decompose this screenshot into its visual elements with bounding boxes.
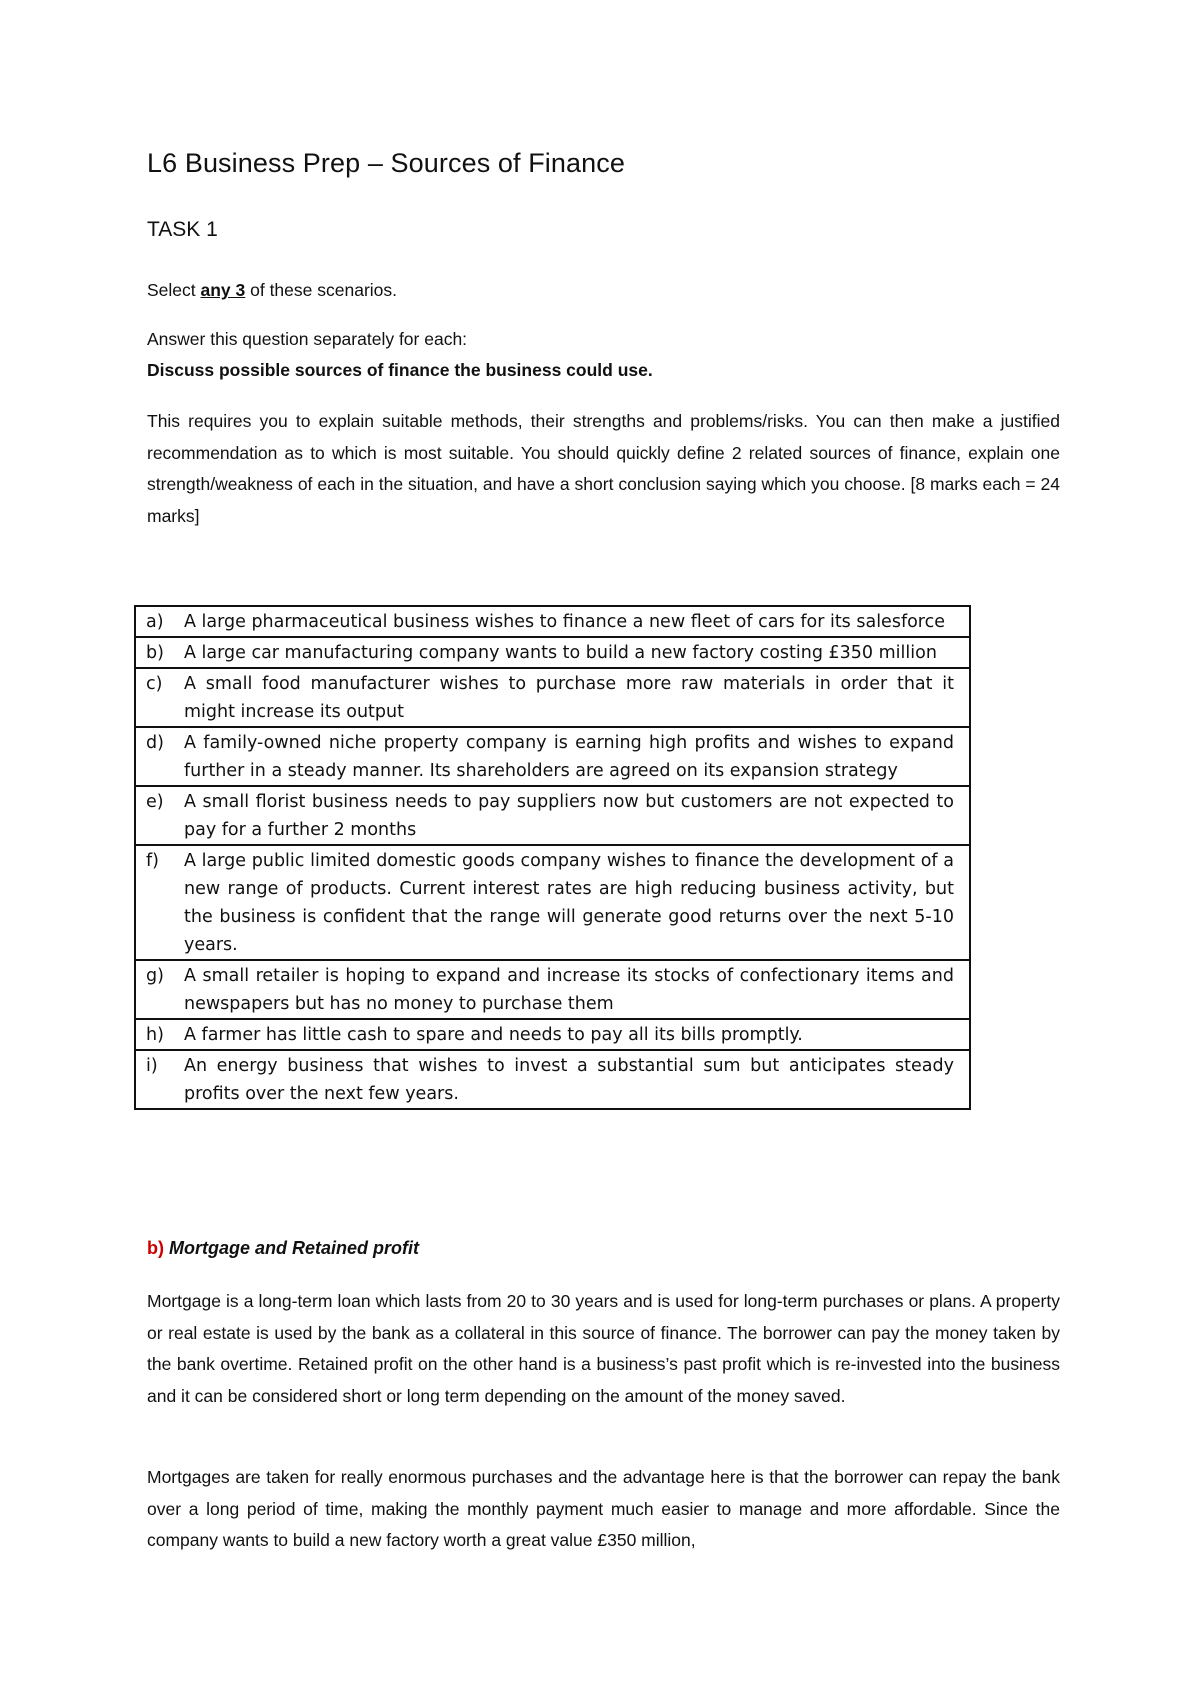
- scenario-label: h): [146, 1025, 164, 1045]
- scenario-label: d): [146, 733, 164, 753]
- table-row: [135, 637, 970, 668]
- scenario-cell: [135, 637, 970, 668]
- select-pre: Select: [147, 280, 201, 300]
- scenario-cell: [135, 845, 970, 960]
- scenario-text: A large public limited domestic goods company wishes to finance the development of a new range of products. Current interest rates are high reducing business activity, but the business is confident that the range will generate good returns over the next 5-10 years.: [184, 851, 954, 955]
- table-row: [135, 845, 970, 960]
- select-instruction: [147, 278, 397, 302]
- task-instructions: This requires you to explain suitable methods, their strengths and problems/risks. You can then make a justified recommendation as to which is most suitable. You should quickly define 2 related sources of finance, explain one strength/weakness of each in the situation, and have a short conclusion saying which you choose. [8 marks each = 24 marks]: [147, 411, 1060, 526]
- scenario-text: A farmer has little cash to spare and needs to pay all its bills promptly.: [184, 1025, 803, 1045]
- scenario-label: b): [146, 643, 164, 663]
- answer-heading: [147, 1238, 419, 1259]
- scenario-label: c): [146, 674, 163, 694]
- scenario-text: A small retailer is hoping to expand and increase its stocks of confectionary items and newspapers but has no money to purchase them: [184, 966, 954, 1014]
- scenario-cell: [135, 668, 970, 727]
- scenario-label: e): [146, 792, 164, 812]
- scenario-text: A large car manufacturing company wants to build a new factory costing £350 million: [184, 643, 937, 663]
- table-row: [135, 1019, 970, 1050]
- table-row: [135, 606, 970, 637]
- scenario-cell: [135, 1050, 970, 1109]
- table-row: [135, 727, 970, 786]
- scenario-cell: [135, 1019, 970, 1050]
- answer-paragraph-1: Mortgage is a long-term loan which lasts from 20 to 30 years and is used for long-term purchases or plans. A property or real estate is used by the bank as a collateral in this source of finance. The borrower can pay the money taken by the bank overtime. Retained profit on the other hand is a business’s past profit which is re-invested into the business and it can be considered short or long term depending on the amount of the money saved.: [147, 1291, 1060, 1406]
- task-heading: TASK 1: [147, 218, 218, 241]
- select-emphasis: any 3: [200, 280, 246, 300]
- answer-letter: b): [147, 1238, 164, 1258]
- answer-heading-text: Mortgage and Retained profit: [164, 1238, 420, 1258]
- table-row: [135, 786, 970, 845]
- scenario-text: A large pharmaceutical business wishes to finance a new fleet of cars for its salesforce: [184, 612, 946, 632]
- scenario-label: a): [146, 612, 164, 632]
- scenario-label: g): [146, 966, 164, 986]
- answer-paragraph-2: Mortgages are taken for really enormous purchases and the advantage here is that the borrower can repay the bank over a long period of time, making the monthly payment much easier to manage and more affordable. Since the company wants to build a new factory worth a great value £350 million,: [147, 1467, 1060, 1550]
- scenario-text: A family-owned niche property company is earning high profits and wishes to expand further in a steady manner. Its shareholders are agreed on its expansion strategy: [184, 733, 954, 781]
- scenario-cell: [135, 727, 970, 786]
- scenario-label: i): [146, 1056, 158, 1076]
- question: Discuss possible sources of finance the business could use.: [147, 360, 653, 380]
- scenario-cell: [135, 606, 970, 637]
- answer-instruction: Answer this question separately for each:: [147, 329, 468, 349]
- table-row: [135, 960, 970, 1019]
- scenario-cell: [135, 960, 970, 1019]
- scenario-cell: [135, 786, 970, 845]
- scenario-label: f): [146, 851, 159, 871]
- scenarios-table: [134, 605, 971, 1110]
- scenario-text: A small florist business needs to pay suppliers now but customers are not expected to pay for a further 2 months: [184, 792, 954, 840]
- document-title: L6 Business Prep – Sources of Finance: [147, 148, 625, 178]
- scenario-text: A small food manufacturer wishes to purchase more raw materials in order that it might increase its output: [184, 674, 954, 722]
- table-row: [135, 1050, 970, 1109]
- table-row: [135, 668, 970, 727]
- select-post: of these scenarios.: [245, 280, 397, 300]
- scenario-text: An energy business that wishes to invest a substantial sum but anticipates steady profits over the next few years.: [184, 1056, 954, 1104]
